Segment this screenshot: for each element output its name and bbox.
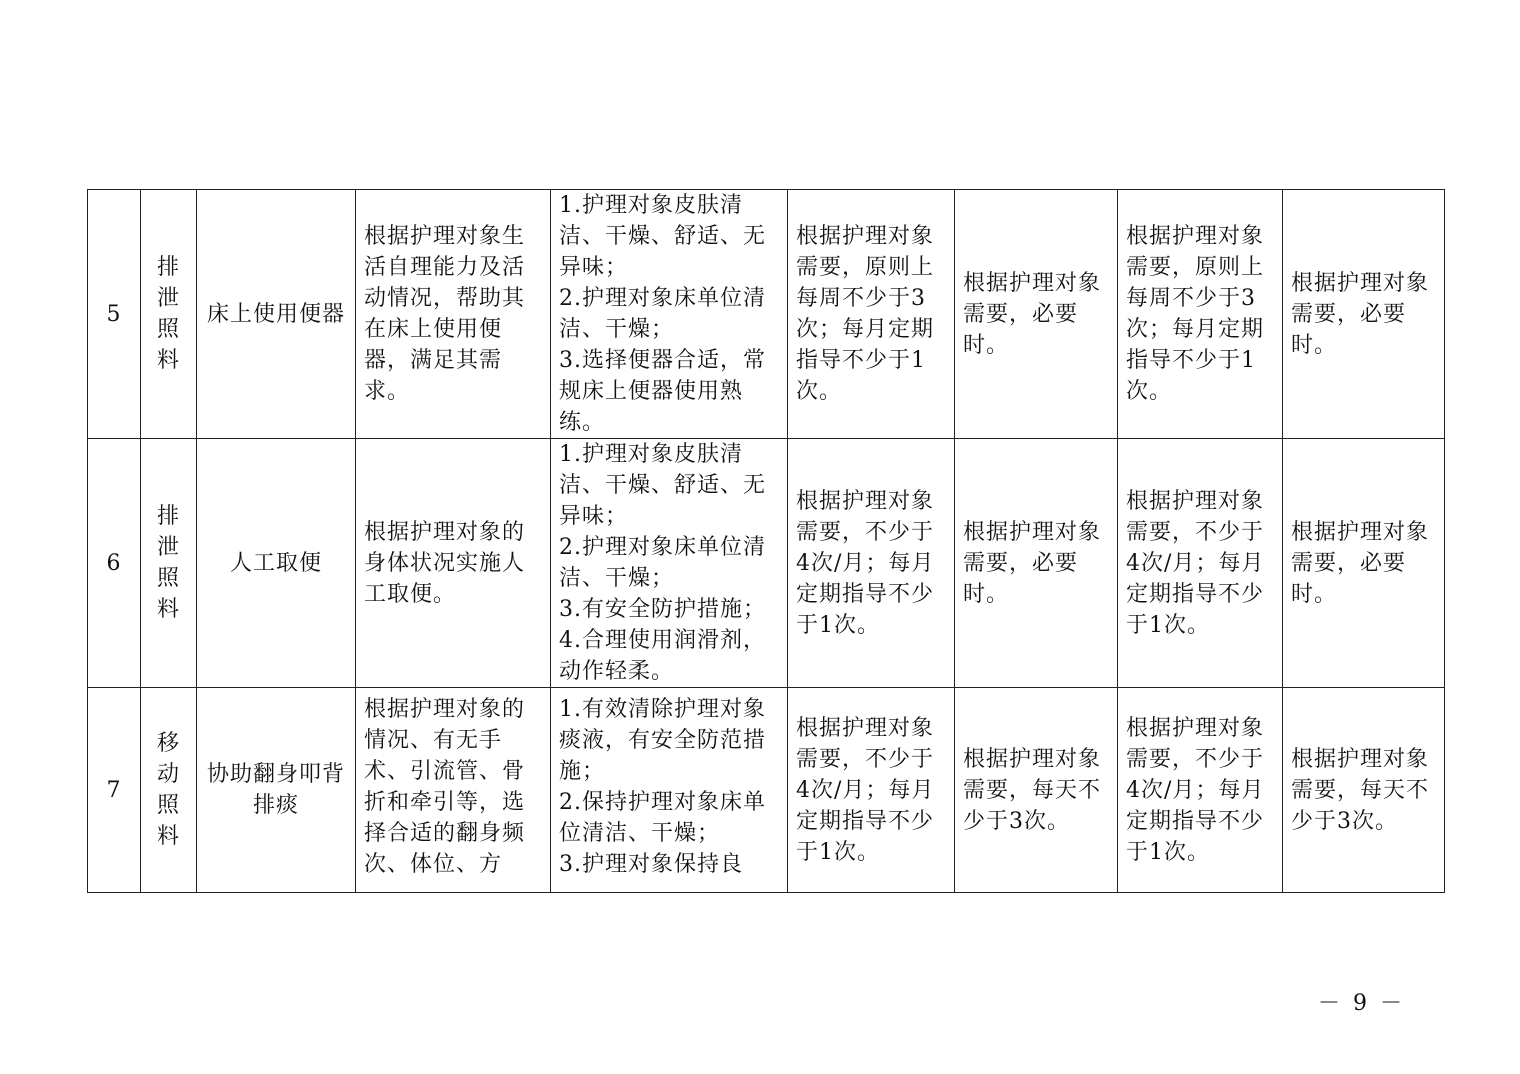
standard-line: 1.护理对象皮肤清洁、干燥、舒适、无异味； <box>559 193 767 280</box>
frequency-cell-3: 根据护理对象需要，原则上每周不少于3次；每月定期指导不少于1次。 <box>1118 190 1283 439</box>
page-number: － 9 － <box>1318 991 1405 1016</box>
row-number: 7 <box>88 688 141 893</box>
service-description: 根据护理对象生活自理能力及活动情况，帮助其在床上使用便器，满足其需求。 <box>356 190 551 439</box>
standard-line: 4.合理使用润滑剂，动作轻柔。 <box>559 628 766 684</box>
standard-line: 3.有安全防护措施； <box>559 597 766 622</box>
frequency-cell-2: 根据护理对象需要，必要时。 <box>955 190 1118 439</box>
table-row <box>88 439 1445 688</box>
frequency-cell-4: 根据护理对象需要，必要时。 <box>1283 190 1445 439</box>
frequency-cell-2: 根据护理对象需要，必要时。 <box>955 439 1118 688</box>
standard-line: 1.护理对象皮肤清洁、干燥、舒适、无异味； <box>559 442 767 529</box>
frequency-cell-4: 根据护理对象需要，必要时。 <box>1283 439 1445 688</box>
standard-line: 2.保持护理对象床单位清洁、干燥； <box>559 790 766 846</box>
quality-standard <box>551 190 788 439</box>
service-item: 人工取便 <box>197 439 356 688</box>
category-cell <box>141 190 197 439</box>
quality-standard <box>551 688 788 893</box>
category-text: 移动照料 <box>156 731 180 849</box>
quality-standard <box>551 439 788 688</box>
frequency-cell-3: 根据护理对象需要，不少于4次/月；每月定期指导不少于1次。 <box>1118 688 1283 893</box>
row-number: 6 <box>88 439 141 688</box>
category-text: 排泄照料 <box>156 255 180 373</box>
standard-line: 2.护理对象床单位清洁、干燥； <box>559 535 766 591</box>
service-item: 协助翻身叩背排痰 <box>197 688 356 893</box>
standard-line: 1.有效清除护理对象痰液，有安全防范措施； <box>559 697 767 784</box>
service-description: 根据护理对象的情况、有无手术、引流管、骨折和牵引等，选择合适的翻身频次、体位、方 <box>356 688 551 893</box>
frequency-cell-1: 根据护理对象需要，不少于4次/月；每月定期指导不少于1次。 <box>788 439 955 688</box>
service-item: 床上使用便器 <box>197 190 356 439</box>
care-service-table <box>87 189 1445 893</box>
frequency-cell-1: 根据护理对象需要，不少于4次/月；每月定期指导不少于1次。 <box>788 688 955 893</box>
table-row <box>88 190 1445 439</box>
frequency-cell-3: 根据护理对象需要，不少于4次/月；每月定期指导不少于1次。 <box>1118 439 1283 688</box>
service-description: 根据护理对象的身体状况实施人工取便。 <box>356 439 551 688</box>
standard-line: 2.护理对象床单位清洁、干燥； <box>559 286 766 342</box>
standard-line: 3.选择便器合适，常规床上便器使用熟练。 <box>559 348 766 435</box>
frequency-cell-2: 根据护理对象需要，每天不少于3次。 <box>955 688 1118 893</box>
frequency-cell-1: 根据护理对象需要，原则上每周不少于3次；每月定期指导不少于1次。 <box>788 190 955 439</box>
category-cell <box>141 439 197 688</box>
category-text: 排泄照料 <box>156 504 180 622</box>
table-row <box>88 688 1445 893</box>
frequency-cell-4: 根据护理对象需要，每天不少于3次。 <box>1283 688 1445 893</box>
row-number: 5 <box>88 190 141 439</box>
standard-line: 3.护理对象保持良 <box>559 852 743 877</box>
category-cell <box>141 688 197 893</box>
